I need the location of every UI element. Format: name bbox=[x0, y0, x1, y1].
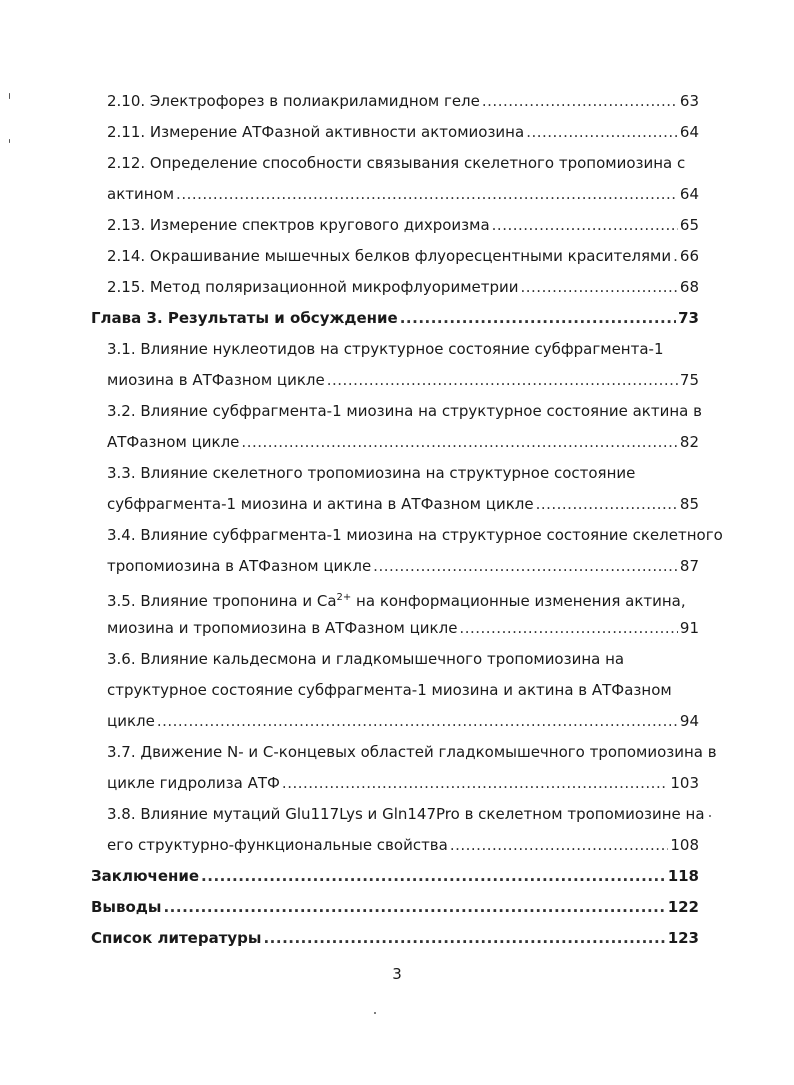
toc-continuation-line bbox=[0, 768, 794, 799]
dot-leader bbox=[673, 241, 678, 272]
toc-section-line bbox=[0, 272, 794, 303]
toc-section-line bbox=[0, 644, 794, 675]
toc-page-number: 75 bbox=[679, 371, 699, 389]
toc-entry-title: 3.7. Движение N- и C-концевых областей гладкомышечного тропомиозина в bbox=[107, 743, 717, 761]
toc-entry-title: АТФазном цикле bbox=[107, 433, 240, 451]
dot-leader bbox=[157, 706, 678, 737]
toc-continuation-line bbox=[0, 489, 794, 520]
toc-page-number: 122 bbox=[667, 898, 699, 916]
toc-page-number: 87 bbox=[679, 557, 699, 575]
dot-leader bbox=[176, 179, 678, 210]
toc-continuation-line bbox=[0, 551, 794, 582]
toc-page-number: 94 bbox=[679, 712, 699, 730]
dot-leader bbox=[450, 830, 669, 861]
scan-speck bbox=[374, 1012, 376, 1014]
toc-entry-title: миозина в АТФазном цикле bbox=[107, 371, 325, 389]
toc-continuation-line bbox=[0, 830, 794, 861]
toc-continuation-line bbox=[0, 613, 794, 644]
toc-continuation-line bbox=[0, 365, 794, 396]
table-of-contents bbox=[0, 86, 794, 954]
toc-entry-title: миозина и тропомиозина в АТФазном цикле bbox=[107, 619, 458, 637]
toc-entry-title: цикле bbox=[107, 712, 155, 730]
toc-chapter-line bbox=[0, 923, 794, 954]
dot-leader bbox=[536, 489, 678, 520]
toc-section-line bbox=[0, 241, 794, 272]
dot-leader bbox=[327, 365, 678, 396]
toc-page-number: 82 bbox=[679, 433, 699, 451]
toc-page-number: 64 bbox=[679, 123, 699, 141]
toc-section-line bbox=[0, 117, 794, 148]
toc-page-number: 63 bbox=[679, 92, 699, 110]
toc-continuation-line bbox=[0, 706, 794, 737]
toc-continuation-line bbox=[0, 179, 794, 210]
toc-entry-title: 3.4. Влияние субфрагмента-1 миозина на структурное состояние скелетного bbox=[107, 526, 723, 544]
toc-entry-title: 3.2. Влияние субфрагмента-1 миозина на структурное состояние актина в bbox=[107, 402, 702, 420]
toc-page-number: 66 bbox=[679, 247, 699, 265]
toc-section-line bbox=[0, 210, 794, 241]
toc-page-number: 103 bbox=[670, 774, 699, 792]
dot-leader bbox=[400, 303, 676, 334]
toc-entry-title: 2.10. Электрофорез в полиакриламидном геле bbox=[107, 92, 480, 110]
dot-leader bbox=[282, 768, 668, 799]
toc-page-number: 118 bbox=[667, 867, 699, 885]
toc-entry-title: 3.6. Влияние кальдесмона и гладкомышечного тропомиозина на bbox=[107, 650, 625, 668]
toc-section-line bbox=[0, 334, 794, 365]
toc-section-line bbox=[0, 520, 794, 551]
dot-leader bbox=[526, 117, 678, 148]
toc-entry-title-part: на конформационные изменения актина, bbox=[351, 592, 686, 610]
toc-entry-title: его структурно-функциональные свойства bbox=[107, 836, 448, 854]
page-number: 3 bbox=[392, 965, 402, 983]
dot-leader bbox=[263, 923, 665, 954]
toc-entry-title: 3.1. Влияние нуклеотидов на структурное состояние субфрагмента-1 bbox=[107, 340, 664, 358]
toc-entry-title: Список литературы bbox=[91, 929, 262, 947]
toc-page-number: 65 bbox=[679, 216, 699, 234]
toc-chapter-line bbox=[0, 303, 794, 334]
toc-section-line bbox=[0, 86, 794, 117]
toc-entry-title: структурное состояние субфрагмента-1 миозина и актина в АТФазном bbox=[107, 681, 672, 699]
toc-page-number: 68 bbox=[679, 278, 699, 296]
scan-speck bbox=[709, 815, 711, 817]
toc-section-line bbox=[0, 458, 794, 489]
toc-entry-title: актином bbox=[107, 185, 175, 203]
toc-section-line bbox=[0, 737, 794, 768]
dot-leader bbox=[521, 272, 678, 303]
toc-entry-title: 2.15. Метод поляризационной микрофлуориметрии bbox=[107, 278, 519, 296]
toc-entry-title: 2.14. Окрашивание мышечных белков флуоресцентными красителями bbox=[107, 247, 672, 265]
toc-section-line bbox=[0, 582, 794, 613]
scan-speck bbox=[9, 93, 10, 99]
scan-speck bbox=[9, 139, 10, 143]
toc-entry-title: Выводы bbox=[91, 898, 162, 916]
toc-chapter-line bbox=[0, 861, 794, 892]
toc-page-number: 123 bbox=[667, 929, 699, 947]
toc-entry-title: Глава 3. Результаты и обсуждение bbox=[91, 309, 398, 327]
toc-entry-title: 3.3. Влияние скелетного тропомиозина на структурное состояние bbox=[107, 464, 636, 482]
dot-leader bbox=[241, 427, 677, 458]
toc-page-number: 108 bbox=[670, 836, 699, 854]
dot-leader bbox=[201, 861, 666, 892]
dot-leader bbox=[163, 892, 665, 923]
dot-leader bbox=[373, 551, 678, 582]
dot-leader bbox=[459, 613, 677, 644]
toc-section-line bbox=[0, 396, 794, 427]
toc-entry-title: цикле гидролиза АТФ bbox=[107, 774, 280, 792]
dot-leader bbox=[482, 86, 678, 117]
toc-page-number: 64 bbox=[679, 185, 699, 203]
toc-entry-title: субфрагмента-1 миозина и актина в АТФазном цикле bbox=[107, 495, 534, 513]
toc-continuation-line bbox=[0, 427, 794, 458]
toc-section-line bbox=[0, 148, 794, 179]
superscript: 2+ bbox=[336, 592, 352, 603]
dot-leader bbox=[492, 210, 678, 241]
toc-entry-title: тропомиозина в АТФазном цикле bbox=[107, 557, 372, 575]
toc-continuation-line bbox=[0, 675, 794, 706]
toc-section-line bbox=[0, 799, 794, 830]
toc-entry-title: 2.13. Измерение спектров кругового дихроизма bbox=[107, 216, 490, 234]
toc-entry-title: 2.12. Определение способности связывания скелетного тропомиозина с bbox=[107, 154, 686, 172]
toc-entry-title: Заключение bbox=[91, 867, 200, 885]
toc-page-number: 91 bbox=[679, 619, 699, 637]
toc-page-number: 85 bbox=[679, 495, 699, 513]
toc-entry-title bbox=[107, 582, 686, 617]
toc-entry-title-part: 3.5. Влияние тропонина и Ca bbox=[107, 592, 337, 610]
toc-entry-title: 3.8. Влияние мутаций Glu117Lys и Gln147Pro в скелетном тропомиозине на bbox=[107, 805, 705, 823]
toc-chapter-line bbox=[0, 892, 794, 923]
toc-page-number: 73 bbox=[678, 309, 699, 327]
toc-entry-title: 2.11. Измерение АТФазной активности актомиозина bbox=[107, 123, 525, 141]
